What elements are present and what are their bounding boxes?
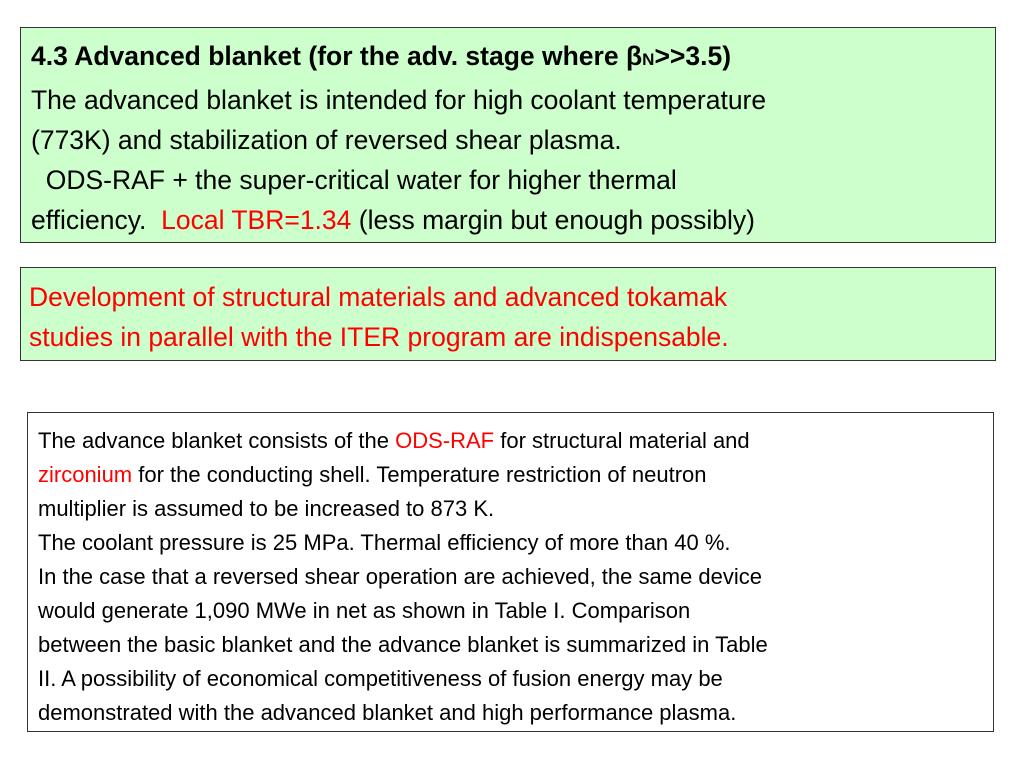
details-line-1: [38, 424, 985, 458]
summary-line-3: (773K) and stabilization of reversed shear plasma.: [31, 125, 622, 155]
heading-prefix: 4.3 Advanced blanket (for the adv. stage where: [31, 41, 626, 71]
details-line-4: The coolant pressure is 25 MPa. Thermal efficiency of more than 40 %.: [38, 530, 731, 555]
details-line-7: between the basic blanket and the advance blanket is summarized in Table: [38, 632, 768, 657]
summary-line-4: ODS-RAF + the super-critical water for higher thermal: [31, 165, 677, 195]
heading-suffix: >>3.5): [654, 41, 732, 71]
statement-line-2: studies in parallel with the ITER program are indispensable.: [29, 322, 729, 352]
details-line-5: In the case that a reversed shear operation are achieved, the same device: [38, 564, 762, 589]
details-line-1-prefix: The advance blanket consists of the: [38, 428, 396, 453]
advanced-blanket-summary-box: [20, 27, 996, 243]
details-line-3: multiplier is assumed to be increased to 873 K.: [38, 496, 495, 521]
beta-subscript: N: [642, 50, 655, 69]
summary-line-5-prefix: efficiency.: [31, 205, 162, 235]
beta-symbol: β: [625, 41, 643, 71]
summary-line-5: [31, 200, 987, 240]
summary-line-5-suffix: (less margin but enough possibly): [351, 205, 756, 235]
details-line-6: would generate 1,090 MWe in net as shown in Table I. Comparison: [38, 598, 691, 623]
zirconium-highlight: zirconium: [38, 462, 133, 487]
statement-line-1: Development of structural materials and advanced tokamak: [29, 282, 728, 312]
details-line-2-suffix: for the conducting shell. Temperature restriction of neutron: [132, 462, 707, 487]
section-heading: [31, 36, 987, 80]
details-line-9: demonstrated with the advanced blanket and high performance plasma.: [38, 700, 737, 725]
details-line-8: II. A possibility of economical competitiveness of fusion energy may be: [38, 666, 723, 691]
ods-raf-highlight: ODS-RAF: [395, 428, 495, 453]
local-tbr-highlight: Local TBR=1.34: [161, 205, 352, 235]
advance-blanket-details-box: [27, 412, 994, 732]
details-line-2: [38, 458, 985, 492]
details-line-1-suffix: for structural material and: [494, 428, 750, 453]
development-statement-box: [20, 267, 996, 361]
summary-line-2: The advanced blanket is intended for high coolant temperature: [31, 85, 767, 115]
